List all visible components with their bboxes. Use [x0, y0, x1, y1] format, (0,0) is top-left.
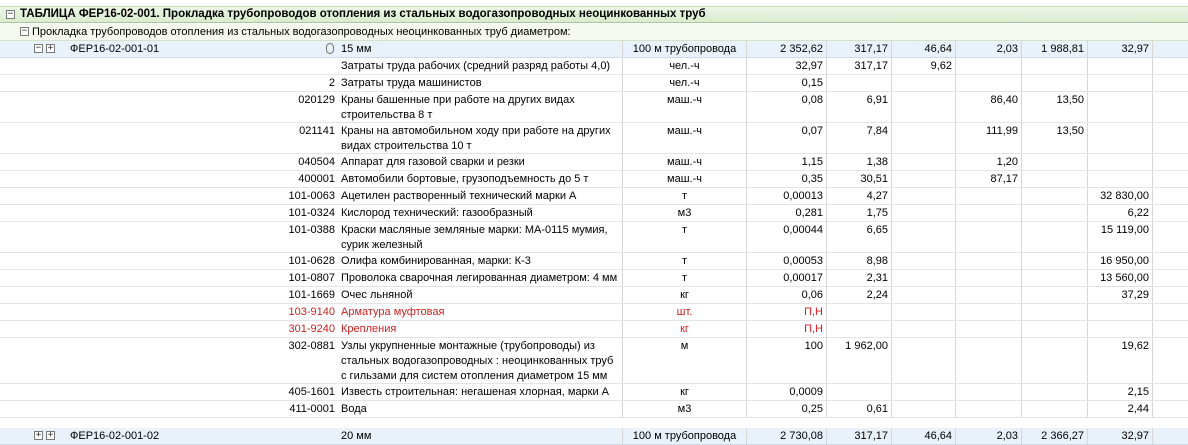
table-row-resource[interactable]	[0, 401, 1188, 418]
resource-material-price	[1088, 92, 1153, 122]
resource-wage	[892, 401, 956, 417]
item-name: 20 мм	[338, 428, 623, 444]
resource-operator-wage	[1022, 270, 1088, 286]
resource-cost: 2,31	[827, 270, 892, 286]
resource-material-price: 37,29	[1088, 287, 1153, 303]
resource-machine-price	[956, 205, 1022, 221]
resource-operator-wage	[1022, 253, 1088, 269]
table-row-resource[interactable]	[0, 222, 1188, 253]
resource-code: 302-0881	[288, 340, 335, 352]
resource-material-price: 19,62	[1088, 338, 1153, 383]
table-row-item[interactable]	[0, 428, 1188, 445]
resource-operator-wage	[1022, 287, 1088, 303]
resource-operator-wage: 13,50	[1022, 123, 1088, 153]
resource-code: 103-9140	[288, 306, 335, 318]
resource-quantity: 1,15	[747, 154, 827, 170]
empty-cell	[1153, 205, 1188, 221]
empty-cell	[1153, 428, 1188, 444]
empty-cell	[1153, 304, 1188, 320]
resource-quantity: 0,35	[747, 171, 827, 187]
resource-code: 101-1669	[288, 289, 335, 301]
resource-code: 400001	[298, 173, 335, 185]
resource-unit: чел.-ч	[623, 58, 747, 74]
resource-name: Краски масляные земляные марки: МА-0115 мумия, сурик железный	[338, 222, 623, 252]
resource-quantity: 0,00053	[747, 253, 827, 269]
collapse-toggle-icon[interactable]: −	[21, 26, 28, 36]
resource-unit: маш.-ч	[623, 171, 747, 187]
resource-wage	[892, 384, 956, 400]
resource-wage	[892, 321, 956, 337]
resource-wage	[892, 188, 956, 204]
resource-name: Кислород технический: газообразный	[338, 205, 623, 221]
table-title: ТАБЛИЦА ФЕР16-02-001. Прокладка трубопроводов отопления из стальных водогазопроводных неоцинкованных труб	[20, 8, 706, 20]
expand-toggle-icon[interactable]: +	[47, 43, 54, 53]
resource-cost: 30,51	[827, 171, 892, 187]
resource-operator-wage	[1022, 205, 1088, 221]
resource-quantity: 0,07	[747, 123, 827, 153]
resource-wage	[892, 75, 956, 91]
item-value: 2 730,08	[747, 428, 827, 444]
item-code: ФЕР16-02-001-01	[70, 43, 160, 55]
resource-machine-price	[956, 253, 1022, 269]
resource-material-price: 2,44	[1088, 401, 1153, 417]
resource-name: Вода	[338, 401, 623, 417]
resource-operator-wage	[1022, 58, 1088, 74]
table-row-resource[interactable]	[0, 384, 1188, 401]
resource-machine-price	[956, 75, 1022, 91]
item-unit: 100 м трубопровода	[623, 41, 747, 57]
item-unit: 100 м трубопровода	[623, 428, 747, 444]
table-row-resource[interactable]	[0, 338, 1188, 384]
resource-cost: 1 962,00	[827, 338, 892, 383]
resource-material-price	[1088, 321, 1153, 337]
empty-cell	[1153, 58, 1188, 74]
resource-name: Олифа комбинированная, марки: К-3	[338, 253, 623, 269]
table-row-resource[interactable]	[0, 188, 1188, 205]
resource-cost: 4,27	[827, 188, 892, 204]
resource-unit: кг	[623, 321, 747, 337]
resource-material-price: 16 950,00	[1088, 253, 1153, 269]
resource-cost	[827, 75, 892, 91]
empty-cell	[1153, 188, 1188, 204]
resource-wage	[892, 171, 956, 187]
resource-cost: 6,65	[827, 222, 892, 252]
resource-material-price: 32 830,00	[1088, 188, 1153, 204]
resource-unit: т	[623, 253, 747, 269]
table-row-item[interactable]	[0, 41, 1188, 58]
resource-machine-price	[956, 384, 1022, 400]
resource-quantity: 0,00044	[747, 222, 827, 252]
resource-machine-price: 87,17	[956, 171, 1022, 187]
resource-material-price	[1088, 171, 1153, 187]
resource-wage	[892, 287, 956, 303]
empty-cell	[1153, 92, 1188, 122]
resource-wage	[892, 222, 956, 252]
resource-operator-wage	[1022, 304, 1088, 320]
resource-name: Проволока сварочная легированная диаметром: 4 мм	[338, 270, 623, 286]
resource-quantity: 0,25	[747, 401, 827, 417]
resource-name: Аппарат для газовой сварки и резки	[338, 154, 623, 170]
resource-quantity: П,Н	[747, 304, 827, 320]
empty-cell	[1153, 338, 1188, 383]
item-value: 2 352,62	[747, 41, 827, 57]
resource-name: Очес льняной	[338, 287, 623, 303]
item-value: 2 366,27	[1022, 428, 1088, 444]
subsection-title: Прокладка трубопроводов отопления из стальных водогазопроводных неоцинкованных труб диаметром:	[32, 26, 571, 38]
resource-cost: 2,24	[827, 287, 892, 303]
resource-code: 020129	[298, 94, 335, 106]
resource-material-price	[1088, 75, 1153, 91]
table-row-resource[interactable]	[0, 58, 1188, 75]
resource-material-price	[1088, 304, 1153, 320]
resource-operator-wage: 13,50	[1022, 92, 1088, 122]
resource-code: 101-0628	[288, 255, 335, 267]
item-name: 15 мм	[338, 41, 623, 57]
resource-code: 101-0063	[288, 190, 335, 202]
resource-quantity: 0,00013	[747, 188, 827, 204]
item-value: 46,64	[892, 428, 956, 444]
resource-unit: т	[623, 188, 747, 204]
resource-name: Краны башенные при работе на других видах строительства 8 т	[338, 92, 623, 122]
item-value: 2,03	[956, 428, 1022, 444]
resource-name: Крепления	[338, 321, 623, 337]
resource-cost: 7,84	[827, 123, 892, 153]
resource-quantity: 100	[747, 338, 827, 383]
item-value: 46,64	[892, 41, 956, 57]
resource-cost	[827, 321, 892, 337]
resource-material-price: 6,22	[1088, 205, 1153, 221]
resource-code: 021141	[299, 125, 335, 137]
resource-unit: т	[623, 270, 747, 286]
empty-cell	[1153, 123, 1188, 153]
resource-operator-wage	[1022, 171, 1088, 187]
resource-unit: м	[623, 338, 747, 383]
item-value: 1 988,81	[1022, 41, 1088, 57]
resource-cost: 1,75	[827, 205, 892, 221]
table-row-resource[interactable]	[0, 154, 1188, 171]
resource-code: 411-0001	[289, 403, 335, 415]
resource-material-price: 13 560,00	[1088, 270, 1153, 286]
empty-cell	[1153, 41, 1188, 57]
resource-machine-price	[956, 304, 1022, 320]
resource-cost: 317,17	[827, 58, 892, 74]
resource-quantity: П,Н	[747, 321, 827, 337]
collapse-toggle-icon[interactable]: −	[35, 43, 42, 53]
table-row-resource[interactable]	[0, 75, 1188, 92]
table-row-resource[interactable]	[0, 270, 1188, 287]
resource-code: 101-0388	[288, 224, 335, 236]
resource-unit: т	[623, 222, 747, 252]
resource-cost: 8,98	[827, 253, 892, 269]
resource-unit: чел.-ч	[623, 75, 747, 91]
resource-cost: 1,38	[827, 154, 892, 170]
item-code: ФЕР16-02-001-02	[70, 430, 160, 442]
resource-quantity: 0,00017	[747, 270, 827, 286]
resource-cost: 0,61	[827, 401, 892, 417]
resource-quantity: 0,06	[747, 287, 827, 303]
resource-operator-wage	[1022, 75, 1088, 91]
subsection-header[interactable]	[0, 24, 1188, 41]
resource-machine-price	[956, 188, 1022, 204]
table-row-resource[interactable]	[0, 171, 1188, 188]
empty-cell	[1153, 287, 1188, 303]
resource-wage	[892, 253, 956, 269]
resource-unit: кг	[623, 287, 747, 303]
resource-machine-price: 86,40	[956, 92, 1022, 122]
resource-code: 040504	[298, 156, 335, 168]
resource-code: 405-1601	[288, 386, 335, 398]
resource-code: 101-0807	[288, 272, 335, 284]
resource-unit: маш.-ч	[623, 92, 747, 122]
resource-code: 301-9240	[288, 323, 335, 335]
resource-machine-price	[956, 270, 1022, 286]
expand-toggle-icon[interactable]: +	[47, 430, 54, 440]
collapse-toggle-icon[interactable]: +	[35, 430, 42, 440]
resource-cost	[827, 304, 892, 320]
resource-wage	[892, 123, 956, 153]
resource-quantity: 0,15	[747, 75, 827, 91]
resource-wage	[892, 92, 956, 122]
resource-material-price	[1088, 123, 1153, 153]
resource-name: Краны на автомобильном ходу при работе на других видах строительства 10 т	[338, 123, 623, 153]
resource-operator-wage	[1022, 401, 1088, 417]
resource-machine-price	[956, 338, 1022, 383]
resource-code: 101-0324	[288, 207, 335, 219]
resource-machine-price	[956, 401, 1022, 417]
table-row-resource[interactable]	[0, 321, 1188, 338]
resource-unit: маш.-ч	[623, 123, 747, 153]
item-value: 2,03	[956, 41, 1022, 57]
resource-name: Известь строительная: негашеная хлорная, марки А	[338, 384, 623, 400]
resource-code: 2	[328, 77, 335, 89]
resource-operator-wage	[1022, 321, 1088, 337]
resource-operator-wage	[1022, 222, 1088, 252]
resource-quantity: 0,281	[747, 205, 827, 221]
resource-material-price	[1088, 58, 1153, 74]
resource-wage	[892, 270, 956, 286]
resource-unit: шт.	[623, 304, 747, 320]
resource-unit: м3	[623, 401, 747, 417]
resource-name: Ацетилен растворенный технический марки А	[338, 188, 623, 204]
item-value: 32,97	[1088, 428, 1153, 444]
resource-quantity: 0,0009	[747, 384, 827, 400]
table-row-resource[interactable]	[0, 304, 1188, 321]
resource-wage	[892, 154, 956, 170]
resource-unit: кг	[623, 384, 747, 400]
collapse-toggle-icon[interactable]: −	[7, 9, 14, 19]
empty-cell	[1153, 154, 1188, 170]
empty-cell	[1153, 321, 1188, 337]
empty-cell	[1153, 75, 1188, 91]
resource-machine-price: 1,20	[956, 154, 1022, 170]
resource-unit: маш.-ч	[623, 154, 747, 170]
empty-cell	[1153, 222, 1188, 252]
resource-machine-price: 111,99	[956, 123, 1022, 153]
resource-operator-wage	[1022, 384, 1088, 400]
empty-cell	[1153, 384, 1188, 400]
table-row-resource[interactable]	[0, 92, 1188, 123]
table-row-resource[interactable]	[0, 287, 1188, 304]
resource-material-price: 2,15	[1088, 384, 1153, 400]
item-value: 317,17	[827, 428, 892, 444]
resource-material-price	[1088, 154, 1153, 170]
table-row-resource[interactable]	[0, 205, 1188, 222]
table-group-header[interactable]	[0, 6, 1188, 23]
empty-cell	[1153, 401, 1188, 417]
resource-material-price: 15 119,00	[1088, 222, 1153, 252]
table-row-resource[interactable]	[0, 253, 1188, 270]
resource-wage: 9,62	[892, 58, 956, 74]
item-value: 317,17	[827, 41, 892, 57]
resource-wage	[892, 338, 956, 383]
resource-quantity: 0,08	[747, 92, 827, 122]
resource-name: Арматура муфтовая	[338, 304, 623, 320]
resource-code	[0, 58, 338, 74]
table-row-resource[interactable]	[0, 123, 1188, 154]
resource-wage	[892, 304, 956, 320]
resource-operator-wage	[1022, 338, 1088, 383]
resource-name: Узлы укрупненные монтажные (трубопроводы) из стальных водогазопроводных : неоцинкованных труб с гильзами для систем отопления диаметром 15 мм	[338, 338, 623, 383]
resource-name: Затраты труда машинистов	[338, 75, 623, 91]
resource-unit: м3	[623, 205, 747, 221]
resource-name: Затраты труда рабочих (средний разряд работы 4,0)	[338, 58, 623, 74]
resource-cost	[827, 384, 892, 400]
resource-machine-price	[956, 58, 1022, 74]
resource-operator-wage	[1022, 154, 1088, 170]
empty-cell	[1153, 253, 1188, 269]
resource-cost: 6,91	[827, 92, 892, 122]
resource-name: Автомобили бортовые, грузоподъемность до 5 т	[338, 171, 623, 187]
resource-machine-price	[956, 222, 1022, 252]
empty-cell	[1153, 270, 1188, 286]
resource-operator-wage	[1022, 188, 1088, 204]
item-value: 32,97	[1088, 41, 1153, 57]
empty-cell	[1153, 171, 1188, 187]
resource-wage	[892, 205, 956, 221]
attachment-icon[interactable]	[326, 43, 334, 54]
resource-machine-price	[956, 287, 1022, 303]
resource-quantity: 32,97	[747, 58, 827, 74]
resource-machine-price	[956, 321, 1022, 337]
